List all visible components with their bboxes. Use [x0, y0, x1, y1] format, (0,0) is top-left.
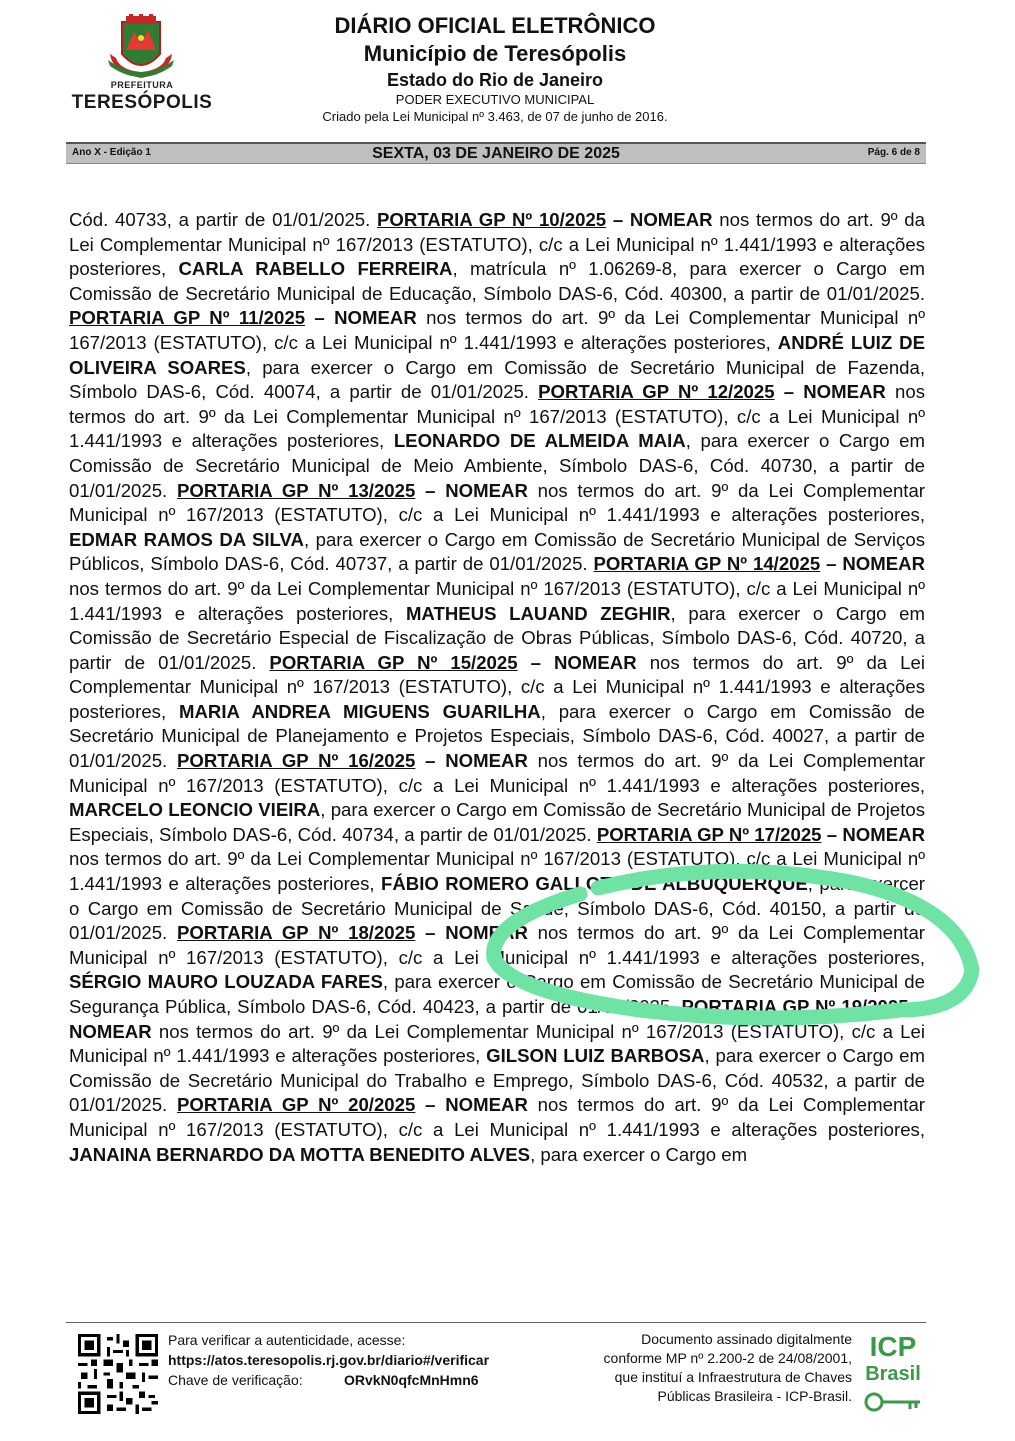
edition-date: SEXTA, 03 DE JANEIRO DE 2025 — [372, 145, 620, 162]
verification-block — [168, 1330, 538, 1390]
appointee-11: ANDRÉ LUIZ DE OLIVEIRA SOARES — [69, 331, 925, 378]
appointee-15: MARIA ANDREA MIGUENS GUARILHA — [178, 700, 541, 722]
appointee-20: JANAINA BERNARDO DA MOTTA BENEDITO ALVES — [69, 1143, 531, 1165]
logo-city-name: TERESÓPOLIS — [71, 92, 213, 113]
nomear-15: – NOMEAR — [517, 651, 637, 673]
body-text: , para exercer o Cargo em Comissão de Secretário Municipal de Segurança Pública, Símbolo DAS-6, Cód. 40423, a partir de 01/01/2025. — [69, 971, 925, 1017]
appointee-14: MATHEUS LAUAND ZEGHIR — [405, 602, 671, 624]
nomear-19: – NOMEAR — [69, 996, 925, 1042]
power-name: PODER EXECUTIVO MUNICIPAL — [395, 92, 595, 107]
qr-code-icon[interactable] — [78, 1334, 158, 1414]
icp-logo-top: ICP — [869, 1331, 917, 1362]
appointee-18: SÉRGIO MAURO LOUZADA FARES — [69, 971, 383, 993]
portaria-10: PORTARIA GP Nº 10/2025 — [377, 209, 607, 230]
digital-signature-note — [540, 1330, 852, 1406]
portaria-18: PORTARIA GP Nº 18/2025 — [177, 922, 416, 944]
coat-of-arms-icon — [102, 14, 180, 82]
signed-line-4: Públicas Brasileira - ICP-Brasil. — [657, 1388, 852, 1404]
nomear-17: – NOMEAR — [821, 823, 925, 845]
body-text: , para exercer o Cargo em Comissão de Secretário Municipal de Serviços Públicos, Símbolo DAS-6, Cód. 40737, a partir de 01/01/2025. — [69, 528, 925, 575]
appointee-12: LEONARDO DE ALMEIDA MAIA — [393, 430, 686, 452]
appointee-19: GILSON LUIZ BARBOSA — [486, 1045, 705, 1067]
body-text: nos termos do art. 9º da Lei Complementar Municipal nº 167/2013 (ESTATUTO), c/c a Lei Municipal nº 1.441/1993 e alterações posteriores, — [69, 848, 925, 895]
edition-label: Ano X - Edição 1 — [72, 147, 151, 158]
appointee-16: MARCELO LEONCIO VIEIRA — [69, 799, 321, 821]
portaria-15: PORTARIA GP Nº 15/2025 — [269, 651, 518, 673]
key-label: Chave de verificação: — [168, 1372, 303, 1388]
nomear-12: – NOMEAR — [774, 381, 886, 403]
verification-key: ORvkN0qfcMnHmn6 — [344, 1372, 479, 1388]
body-text: nos termos do art. 9º da Lei Complementar Municipal nº 167/2013 (ESTATUTO), c/c a Lei Municipal nº 1.441/1993 e alterações posteriores, — [69, 922, 925, 968]
body-text: nos termos do art. 9º da Lei Complementar Municipal nº 167/2013 (ESTATUTO), c/c a Lei Municipal nº 1.441/1993 e alterações posteriores, — [69, 381, 925, 452]
portaria-20: PORTARIA GP Nº 20/2025 — [177, 1094, 416, 1116]
body-text: Cód. 40733, a partir de 01/01/2025. — [69, 209, 378, 230]
page-number: Pág. 6 de 8 — [867, 147, 920, 158]
portaria-13: PORTARIA GP Nº 13/2025 — [177, 479, 416, 501]
body-text: , matrícula nº 1.06269-8, para exercer o Cargo em Comissão de Secretário Municipal de Educação, Símbolo DAS-6, Cód. 40300, a partir de 01/01/2025. — [69, 258, 925, 304]
nomear-10: – NOMEAR — [606, 209, 713, 230]
body-text: , para exercer o Cargo em Comissão de Secretário Municipal de Meio Ambiente, Símbolo DAS-6, Cód. 40730, a partir de 01/01/2025. — [69, 430, 925, 501]
signed-line-2: conforme MP nº 2.200-2 de 24/08/2001, — [603, 1350, 852, 1366]
nomear-18: – NOMEAR — [415, 922, 528, 944]
body-text: nos termos do art. 9º da Lei Complementar Municipal nº 167/2013 (ESTATUTO), c/c a Lei Municipal nº 1.441/1993 e alterações posteriores, — [69, 479, 925, 526]
body-text: , para exercer o Cargo em Comissão de Secretário Municipal de Planejamento e Projetos Especiais, Símbolo DAS-6, Cód. 40027, a partir de 01/01/2025. — [69, 700, 926, 772]
journal-title: DIÁRIO OFICIAL ELETRÔNICO — [334, 13, 656, 38]
signed-line-3: que instituí a Infraestrutura de Chaves — [614, 1369, 852, 1385]
nomear-11: – NOMEAR — [305, 307, 417, 329]
verify-url-link[interactable]: https://atos.teresopolis.rj.gov.br/diario#/verificar — [168, 1352, 490, 1368]
document-body — [69, 208, 925, 1167]
portaria-16: PORTARIA GP Nº 16/2025 — [177, 750, 416, 772]
masthead — [270, 12, 720, 126]
city-logo — [66, 14, 218, 114]
verify-label: Para verificar a autenticidade, acesse: — [168, 1332, 406, 1348]
nomear-14: – NOMEAR — [820, 553, 925, 575]
body-text: , para exercer o Cargo em Comissão de Secretário Municipal de Projetos Especiais, Símbolo DAS-6, Cód. 40734, a partir de 01/01/2025. — [69, 799, 925, 845]
municipality-name: Município de Teresópolis — [363, 41, 627, 66]
portaria-14: PORTARIA GP Nº 14/2025 — [593, 553, 821, 575]
portaria-17: PORTARIA GP Nº 17/2025 — [596, 823, 822, 845]
body-text: , para exercer o Cargo em Comissão de Secretário Especial de Fiscalização de Obras Públicas, Símbolo DAS-6, Cód. 40720, a partir de 01/01/2025. — [69, 602, 925, 673]
body-text: nos termos do art. 9º da Lei Complementar Municipal nº 167/2013 (ESTATUTO), c/c a Lei Municipal nº 1.441/1993 e alterações posteriores, — [69, 1020, 925, 1067]
icp-brasil-logo-icon — [858, 1330, 928, 1422]
body-text: nos termos do art. 9º da Lei Complementar Municipal nº 167/2013 (ESTATUTO), c/c a Lei Municipal nº 1.441/1993 e alterações posteriores, — [69, 577, 925, 624]
footer-divider — [66, 1322, 926, 1323]
appointee-13: EDMAR RAMOS DA SILVA — [69, 528, 304, 550]
portaria-11: PORTARIA GP Nº 11/2025 — [69, 307, 306, 329]
signed-line-1: Documento assinado digitalmente — [641, 1331, 852, 1347]
body-text: nos termos do art. 9º da Lei Complementar Municipal nº 167/2013 (ESTATUTO), c/c a Lei Municipal nº 1.441/1993 e alterações posteriores, — [69, 1094, 925, 1140]
body-text: , para exercer o Cargo em — [530, 1143, 748, 1165]
nomear-13: – NOMEAR — [415, 479, 528, 501]
state-name: Estado do Rio de Janeiro — [386, 70, 604, 90]
nomear-20: – NOMEAR — [415, 1094, 528, 1116]
edition-bar — [66, 142, 926, 164]
appointee-17: FÁBIO ROMERO GALLOTE DE ALBUQUERQUE — [380, 873, 808, 895]
body-text: nos termos do art. 9º da Lei Complementar Municipal nº 167/2013 (ESTATUTO), c/c a Lei Municipal nº 1.441/1993 e alterações posteriores, — [69, 209, 925, 280]
body-text: , para exercer o Cargo em Comissão de Secretário Municipal de Fazenda, Símbolo DAS-6, Cód. 40074, a partir de 01/01/2025. — [69, 356, 926, 403]
portaria-12: PORTARIA GP Nº 12/2025 — [538, 381, 775, 403]
icp-logo-bottom: Brasil — [865, 1363, 921, 1385]
appointee-10: CARLA RABELLO FERREIRA — [178, 258, 453, 280]
portaria-19: PORTARIA GP Nº 19/2025 — [681, 996, 909, 1017]
body-text: nos termos do art. 9º da Lei Complementar Municipal nº 167/2013 (ESTATUTO), c/c a Lei Municipal nº 1.441/1993 e alterações posteriores, — [69, 750, 925, 796]
nomear-16: – NOMEAR — [415, 750, 528, 772]
body-text: , para exercer o Cargo em Comissão de Secretário Municipal do Trabalho e Emprego, Símbolo DAS-6, Cód. 40532, a partir de 01/01/2025. — [69, 1045, 925, 1116]
body-text: , para exercer o Cargo em Comissão de Secretário Municipal de Saúde, Símbolo DAS-6, Cód. 40150, a partir de 01/01/2025. — [69, 873, 925, 944]
body-text: nos termos do art. 9º da Lei Complementar Municipal nº 167/2013 (ESTATUTO), c/c a Lei Municipal nº 1.441/1993 e alterações posteriores, — [69, 651, 925, 722]
body-text: nos termos do art. 9º da Lei Complementar Municipal nº 167/2013 (ESTATUTO), c/c a Lei Municipal nº 1.441/1993 e alterações posteriores, — [69, 307, 926, 353]
logo-prefeitura-text: PREFEITURA — [110, 80, 174, 90]
creation-law: Criado pela Lei Municipal nº 3.463, de 07 de junho de 2016. — [322, 109, 668, 124]
